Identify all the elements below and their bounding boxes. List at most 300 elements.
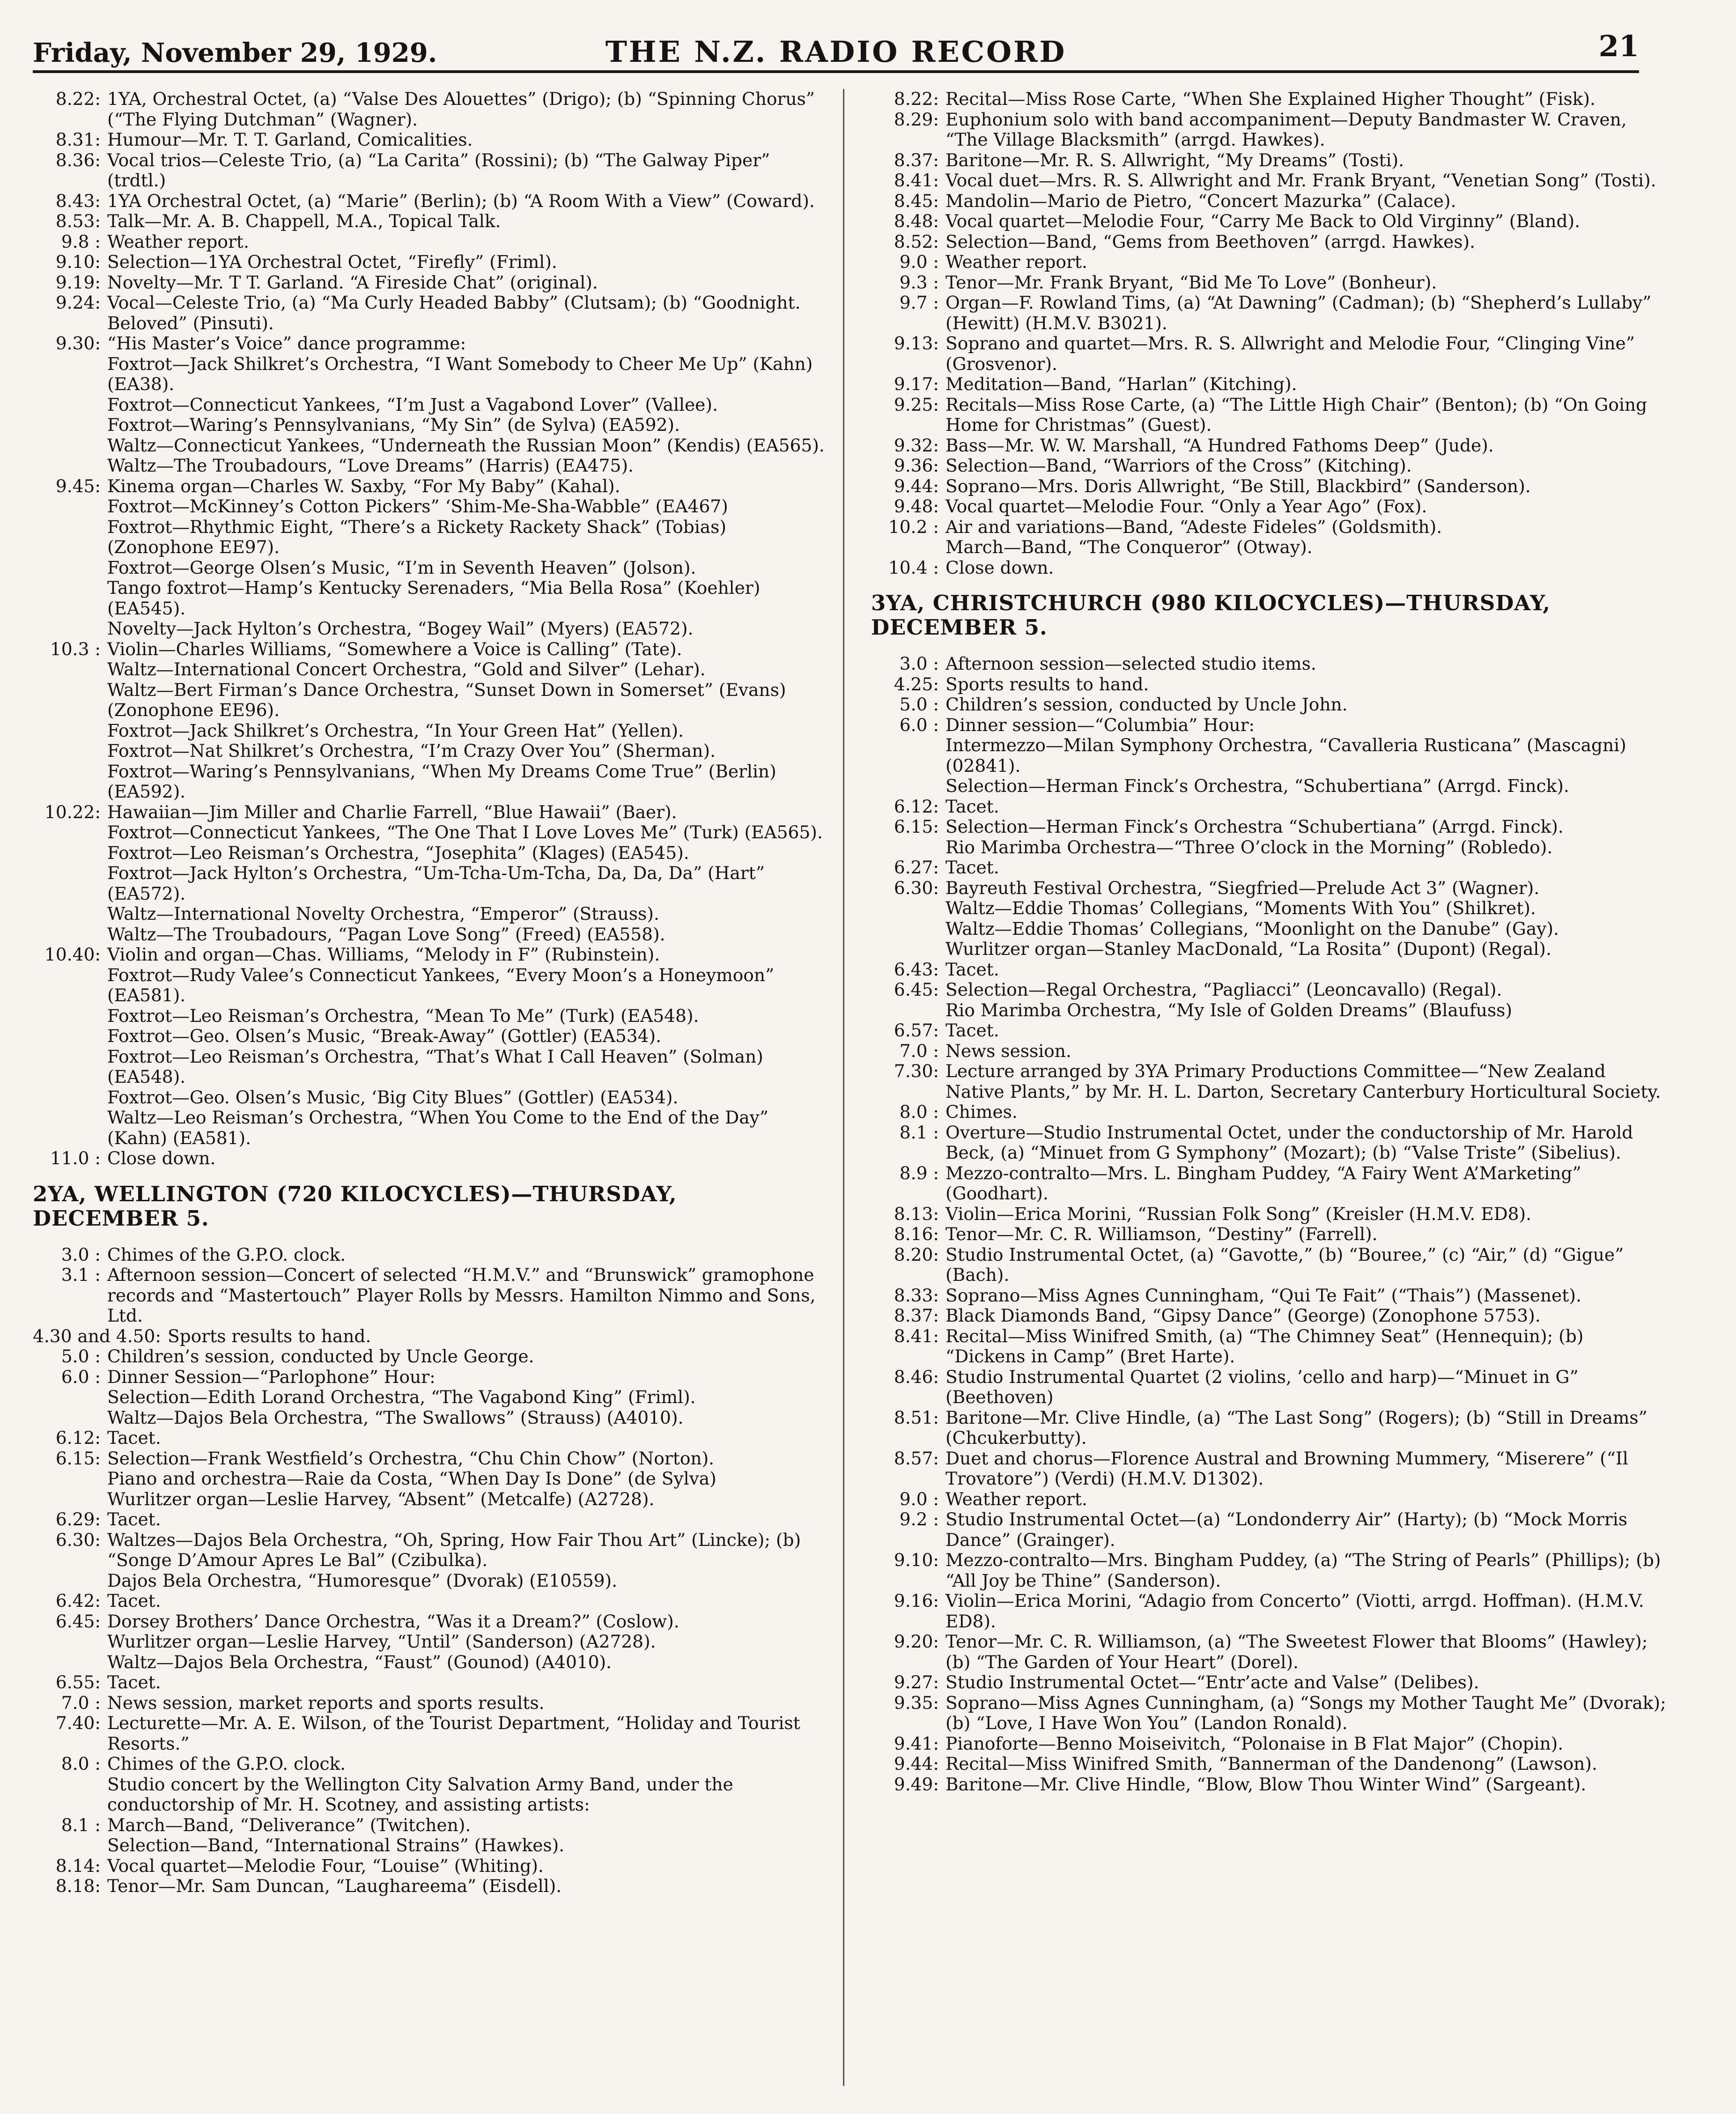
entry-time: 6.55: bbox=[55, 1672, 101, 1693]
entry-time: 3.1 : bbox=[61, 1264, 101, 1285]
programme-entry bbox=[871, 170, 1667, 191]
programme-entry bbox=[33, 924, 829, 945]
entry-description: Bayreuth Festival Orchestra, “Siegfried—Prelude Act 3” (Wagner). bbox=[946, 877, 1540, 898]
programme-entry bbox=[33, 639, 829, 660]
entry-time: 9.13: bbox=[894, 333, 939, 354]
programme-entry bbox=[33, 822, 829, 843]
entry-time: 5.0 : bbox=[61, 1346, 101, 1367]
programme-entry bbox=[871, 232, 1667, 252]
programme-entry bbox=[871, 395, 1667, 436]
programme-entry bbox=[871, 980, 1667, 1000]
entry-description: Baritone—Mr. Clive Hindle, “Blow, Blow Thou Winter Wind” (Sargeant). bbox=[946, 1774, 1587, 1795]
entry-time: 5.0 : bbox=[899, 694, 939, 715]
entry-description: “His Master’s Voice” dance programme: bbox=[107, 333, 466, 354]
programme-entry bbox=[871, 654, 1667, 674]
programme-entry bbox=[33, 1449, 829, 1469]
entry-description: Waltz—The Troubadours, “Pagan Love Song” (Freed) (EA558). bbox=[107, 924, 665, 945]
programme-entry bbox=[871, 374, 1667, 395]
entry-time: 8.22: bbox=[55, 89, 101, 109]
programme-entry bbox=[33, 1346, 829, 1367]
entry-description: March—Band, “The Conqueror” (Otway). bbox=[946, 537, 1313, 557]
entry-description: Novelty—Jack Hylton’s Orchestra, “Bogey Wail” (Myers) (EA572). bbox=[107, 618, 694, 639]
entry-time: 6.45: bbox=[55, 1611, 101, 1632]
programme-entry bbox=[871, 558, 1667, 578]
programme-entry bbox=[871, 857, 1667, 878]
entry-time: 9.36: bbox=[894, 455, 939, 476]
entry-description: Mezzo-contralto—Mrs. Bingham Puddey, (a) “The String of Pearls” (Phillips); (b) “All Joy be Thine” (Sanderson). bbox=[946, 1550, 1661, 1591]
entry-time: 6.12: bbox=[55, 1427, 101, 1448]
entry-description: Novelty—Mr. T T. Garland. “A Fireside Chat” (original). bbox=[107, 272, 598, 293]
programme-entry bbox=[33, 619, 829, 639]
entry-time: 10.3 : bbox=[50, 638, 101, 659]
programme-entry bbox=[33, 1367, 829, 1388]
entry-description: Pianoforte—Benno Moiseivitch, “Polonaise in B Flat Major” (Chopin). bbox=[946, 1733, 1564, 1754]
entry-time: 6.12: bbox=[894, 796, 939, 817]
programme-entry bbox=[871, 252, 1667, 273]
programme-entry bbox=[33, 1387, 829, 1408]
programme-entry bbox=[871, 1591, 1667, 1632]
entry-description: Studio Instrumental Quartet (2 violins, ’cello and harp)—“Minuet in G” (Beethoven) bbox=[946, 1366, 1579, 1407]
entry-time: 9.44: bbox=[894, 1753, 939, 1774]
entry-description: Soprano—Miss Agnes Cunningham, (a) “Songs my Mother Taught Me” (Dvorak); (b) “Love, I Have Won You” (Landon Ronald). bbox=[946, 1692, 1666, 1733]
entry-time: 9.41: bbox=[894, 1733, 939, 1754]
programme-entry bbox=[871, 293, 1667, 333]
entry-time: 6.0 : bbox=[899, 714, 939, 735]
entry-time: 10.22: bbox=[44, 801, 101, 822]
programme-entry bbox=[871, 939, 1667, 960]
programme-entry bbox=[33, 293, 829, 333]
entry-time: 8.33: bbox=[894, 1285, 939, 1306]
programme-entry bbox=[871, 1041, 1667, 1062]
programme-entry bbox=[871, 476, 1667, 497]
entry-description: Dorsey Brothers’ Dance Orchestra, “Was it a Dream?” (Coslow). bbox=[107, 1611, 680, 1632]
entry-description: Organ—F. Rowland Tims, (a) “At Dawning” (Cadman); (b) “Shepherd’s Lullaby” (Hewitt) (H.M.V. B3021). bbox=[946, 292, 1652, 333]
entry-description: Tenor—Mr. Sam Duncan, “Laughareema” (Eisdell). bbox=[107, 1876, 562, 1896]
entry-time: 9.20: bbox=[894, 1631, 939, 1652]
programme-entry bbox=[871, 1020, 1667, 1041]
entry-time: 3.0 : bbox=[61, 1244, 101, 1265]
programme-entry bbox=[871, 960, 1667, 980]
entry-time: 8.1 : bbox=[61, 1814, 101, 1835]
entry-description: Lecture arranged by 3YA Primary Productions Committee—“New Zealand Native Plants,” by Mr. H. L. Darton, Secretary Canterbury Horticultural Society. bbox=[946, 1061, 1661, 1102]
programme-entry bbox=[33, 1428, 829, 1449]
programme-entry bbox=[871, 1408, 1667, 1449]
programme-entry bbox=[871, 456, 1667, 476]
entry-description: Intermezzo—Milan Symphony Orchestra, “Cavalleria Rusticana” (Mascagni) (02841). bbox=[946, 735, 1626, 776]
entry-description: Vocal—Celeste Trio, (a) “Ma Curly Headed Babby” (Clutsam); (b) “Goodnight. Beloved” (Pinsuti). bbox=[107, 292, 801, 333]
programme-entry bbox=[33, 1815, 829, 1836]
programme-entry bbox=[33, 965, 829, 1006]
entry-description: Foxtrot—Nat Shilkret’s Orchestra, “I’m Crazy Over You” (Sherman). bbox=[107, 740, 716, 761]
entry-description: Foxtrot—Connecticut Yankees, “I’m Just a Vagabond Lover” (Vallee). bbox=[107, 394, 718, 415]
entry-description: Selection—Herman Finck’s Orchestra, “Schubertiana” (Arrgd. Finck). bbox=[946, 776, 1569, 796]
entry-description: Humour—Mr. T. T. Garland, Comicalities. bbox=[107, 129, 473, 150]
programme-entry bbox=[871, 517, 1667, 538]
entry-description: Foxtrot—Jack Shilkret’s Orchestra, “I Want Somebody to Cheer Me Up” (Kahn) (EA38). bbox=[107, 353, 813, 394]
programme-entry bbox=[33, 1693, 829, 1714]
entry-time: 6.0 : bbox=[61, 1366, 101, 1387]
entry-time: 8.16: bbox=[894, 1224, 939, 1244]
programme-entry bbox=[33, 1006, 829, 1027]
programme-entry bbox=[33, 863, 829, 904]
entry-description: Meditation—Band, “Harlan” (Kitching). bbox=[946, 374, 1297, 394]
entry-time: 4.30 and 4.50: bbox=[33, 1325, 161, 1346]
section-heading-2ya: 2YA, WELLINGTON (720 KILOCYCLES)—THURSDAY, DECEMBER 5. bbox=[33, 1181, 677, 1231]
entry-time: 8.13: bbox=[894, 1203, 939, 1224]
entry-description: Children’s session, conducted by Uncle George. bbox=[107, 1346, 534, 1367]
entry-time: 9.44: bbox=[894, 475, 939, 496]
entry-description: Waltz—Connecticut Yankees, “Underneath the Russian Moon” (Kendis) (EA565). bbox=[107, 435, 825, 456]
entry-time: 10.4 : bbox=[888, 557, 939, 578]
programme-entry bbox=[871, 110, 1667, 150]
entry-time: 8.36: bbox=[55, 149, 101, 170]
programme-entry bbox=[33, 1026, 829, 1047]
programme-entry bbox=[33, 1326, 829, 1347]
entry-description: Recital—Miss Rose Carte, “When She Explained Higher Thought” (Fisk). bbox=[946, 89, 1596, 109]
entry-description: Vocal trios—Celeste Trio, (a) “La Carita” (Rossini); (b) “The Galway Piper” (trdtl.) bbox=[107, 149, 770, 191]
entry-time: 8.18: bbox=[55, 1876, 101, 1896]
programme-entry bbox=[33, 1509, 829, 1530]
entry-time: 9.8 : bbox=[61, 231, 101, 252]
entry-description: Close down. bbox=[107, 1148, 216, 1168]
programme-entry bbox=[871, 1326, 1667, 1367]
entry-description: Tenor—Mr. C. R. Williamson, (a) “The Sweetest Flower that Blooms” (Hawley); (b) “The Garden of Your Heart” (Dorel). bbox=[946, 1631, 1648, 1672]
page-header bbox=[33, 19, 1639, 73]
entry-description: Black Diamonds Band, “Gipsy Dance” (George) (Zonophone 5753). bbox=[946, 1305, 1541, 1326]
entry-time: 8.57: bbox=[894, 1448, 939, 1469]
programme-entry bbox=[33, 721, 829, 741]
entry-description: Studio Instrumental Octet—“Entr’acte and Valse” (Delibes). bbox=[946, 1672, 1479, 1693]
programme-entry bbox=[33, 130, 829, 150]
entry-time: 9.19: bbox=[55, 272, 101, 293]
entry-description: Vocal duet—Mrs. R. S. Allwright and Mr. Frank Bryant, “Venetian Song” (Tosti). bbox=[946, 170, 1656, 191]
entry-description: Recitals—Miss Rose Carte, (a) “The Little High Chair” (Benton); (b) “On Going Home for Christmas” (Guest). bbox=[946, 394, 1647, 435]
entry-description: Dinner Session—“Parlophone” Hour: bbox=[107, 1366, 436, 1387]
entry-description: Weather report. bbox=[946, 251, 1087, 272]
entry-description: Waltz—Bert Firman’s Dance Orchestra, “Sunset Down in Somerset” (Evans) (Zonophone EE96). bbox=[107, 679, 786, 720]
entry-description: Selection—Band, “Gems from Beethoven” (arrgd. Hawkes). bbox=[946, 231, 1476, 252]
entry-description: Tango foxtrot—Hamp’s Kentucky Serenaders, “Mia Bella Rosa” (Koehler) (EA545). bbox=[107, 577, 761, 619]
entry-description: Kinema organ—Charles W. Saxby, “For My Baby” (Kahal). bbox=[107, 475, 621, 496]
entry-description: Selection—Herman Finck’s Orchestra “Schubertiana” (Arrgd. Finck). bbox=[946, 816, 1564, 837]
entry-time: 7.30: bbox=[894, 1061, 939, 1081]
entry-description: Baritone—Mr. Clive Hindle, (a) “The Last Song” (Rogers); (b) “Still in Dreams” (Chcukerbutty). bbox=[946, 1407, 1647, 1448]
entry-description: Foxtrot—Leo Reisman’s Orchestra, “Mean To Me” (Turk) (EA548). bbox=[107, 1005, 699, 1026]
entry-description: Soprano—Miss Agnes Cunningham, “Qui Te Fait” (“Thais”) (Massenet). bbox=[946, 1285, 1581, 1306]
programme-entry bbox=[871, 1632, 1667, 1672]
entry-time: 6.15: bbox=[894, 816, 939, 837]
entry-time: 10.40: bbox=[44, 944, 101, 965]
entry-description: Vocal quartet—Melodie Four, “Louise” (Whiting). bbox=[107, 1855, 544, 1876]
entry-description: Tacet. bbox=[946, 959, 999, 980]
programme-entry bbox=[33, 1774, 829, 1815]
entry-time: 7.0 : bbox=[61, 1692, 101, 1713]
entry-time: 8.52: bbox=[894, 231, 939, 252]
programme-entry bbox=[33, 333, 829, 354]
entry-description: Foxtrot—Waring’s Pennsylvanians, “When My Dreams Come True” (Berlin) (EA592). bbox=[107, 761, 776, 802]
programme-entry bbox=[871, 537, 1667, 558]
entry-time: 6.29: bbox=[55, 1509, 101, 1530]
programme-entry bbox=[871, 1061, 1667, 1102]
programme-entry bbox=[33, 741, 829, 761]
entry-time: 9.27: bbox=[894, 1672, 939, 1693]
entry-time: 9.35: bbox=[894, 1692, 939, 1713]
entry-description: Afternoon session—selected studio items. bbox=[946, 653, 1316, 674]
programme-entry bbox=[33, 496, 829, 517]
entry-description: Vocal quartet—Melodie Four. “Only a Year Ago” (Fox). bbox=[946, 496, 1427, 517]
entry-description: Waltz—International Novelty Orchestra, “Emperor” (Strauss). bbox=[107, 903, 659, 924]
entry-description: Waltz—Leo Reisman’s Orchestra, “When You Come to the End of the Day” (Kahn) (EA581). bbox=[107, 1107, 768, 1148]
entry-description: Lecturette—Mr. A. E. Wilson, of the Tourist Department, “Holiday and Tourist Resorts.” bbox=[107, 1713, 800, 1754]
entry-description: Violin—Erica Morini, “Adagio from Concerto” (Viotti, arrgd. Hoffman). (H.M.V. ED8). bbox=[946, 1590, 1644, 1632]
programme-entry bbox=[33, 1408, 829, 1428]
programme-entry bbox=[871, 1449, 1667, 1489]
programme-entry bbox=[871, 1102, 1667, 1123]
programme-entry bbox=[33, 1148, 829, 1169]
entry-time: 9.7 : bbox=[899, 292, 939, 313]
programme-entry bbox=[871, 674, 1667, 695]
entry-time: 6.45: bbox=[894, 979, 939, 1000]
entry-time: 8.29: bbox=[894, 109, 939, 130]
entry-time: 8.31: bbox=[55, 129, 101, 150]
programme-entry bbox=[871, 436, 1667, 456]
programme-entry bbox=[33, 761, 829, 802]
entry-time: 8.45: bbox=[894, 190, 939, 211]
entry-time: 8.14: bbox=[55, 1855, 101, 1876]
entry-description: Selection—1YA Orchestral Octet, “Firefly” (Friml). bbox=[107, 251, 557, 272]
entry-time: 7.0 : bbox=[899, 1040, 939, 1061]
entry-description: Studio Instrumental Octet—(a) “Londonderry Air” (Harty); (b) “Mock Morris Dance” (Grainger). bbox=[946, 1509, 1627, 1550]
entry-description: Sports results to hand. bbox=[167, 1325, 371, 1346]
programme-entry bbox=[871, 273, 1667, 293]
programme-entry bbox=[871, 1734, 1667, 1754]
entry-description: Weather report. bbox=[107, 231, 249, 252]
entry-description: Foxtrot—Geo. Olsen’s Music, ‘Big City Blues” (Gottler) (EA534). bbox=[107, 1087, 679, 1108]
entry-description: Air and variations—Band, “Adeste Fideles” (Goldsmith). bbox=[946, 516, 1442, 537]
programme-entry bbox=[33, 517, 829, 558]
programme-entry bbox=[871, 776, 1667, 797]
page-number: 21 bbox=[1598, 29, 1639, 63]
entry-description: Foxtrot—Rhythmic Eight, “There’s a Rickety Rackety Shack” (Tobias) (Zonophone EE97). bbox=[107, 516, 726, 557]
programme-entry bbox=[33, 1265, 829, 1326]
programme-entry bbox=[871, 1693, 1667, 1734]
entry-time: 8.53: bbox=[55, 211, 101, 231]
entry-description: Foxtrot—McKinney’s Cotton Pickers” ‘Shim-Me-Sha-Wabble” (EA467) bbox=[107, 496, 728, 517]
entry-description: Weather report. bbox=[946, 1488, 1087, 1509]
programme-entry bbox=[871, 1754, 1667, 1774]
programme-entry bbox=[33, 1876, 829, 1897]
entry-description: Violin—Charles Williams, “Somewhere a Voice is Calling” (Tate). bbox=[107, 638, 682, 659]
entry-description: Soprano—Mrs. Doris Allwright, “Be Still, Blackbird” (Sanderson). bbox=[946, 475, 1531, 496]
entry-time: 9.24: bbox=[55, 292, 101, 313]
2ya-programme-continued bbox=[871, 89, 1667, 578]
entry-time: 8.20: bbox=[894, 1244, 939, 1265]
entry-description: Chimes of the G.P.O. clock. bbox=[107, 1753, 346, 1774]
entry-description: Mandolin—Mario de Pietro, “Concert Mazurka” (Calace). bbox=[946, 190, 1456, 211]
entry-time: 9.2 : bbox=[899, 1509, 939, 1530]
programme-entry bbox=[33, 578, 829, 619]
entry-description: Vocal quartet—Melodie Four, “Carry Me Back to Old Virginny” (Bland). bbox=[946, 211, 1581, 231]
entry-time: 8.9 : bbox=[899, 1162, 939, 1183]
programme-entry bbox=[33, 802, 829, 823]
programme-entry bbox=[33, 456, 829, 476]
entry-description: Waltz—Dajos Bela Orchestra, “Faust” (Gounod) (A4010). bbox=[107, 1651, 612, 1672]
entry-description: Selection—Band, “Warriors of the Cross” (Kitching). bbox=[946, 455, 1412, 476]
programme-entry bbox=[871, 333, 1667, 374]
programme-entry bbox=[33, 1108, 829, 1148]
entry-description: Soprano and quartet—Mrs. R. S. Allwright and Melodie Four, “Clinging Vine” (Grosvenor). bbox=[946, 333, 1635, 374]
entry-time: 9.17: bbox=[894, 374, 939, 394]
entry-description: Tenor—Mr. Frank Bryant, “Bid Me To Love” (Bonheur). bbox=[946, 272, 1437, 293]
programme-entry bbox=[33, 476, 829, 497]
programme-entry bbox=[33, 273, 829, 293]
entry-time: 9.48: bbox=[894, 496, 939, 517]
programme-entry bbox=[871, 797, 1667, 817]
entry-description: Tacet. bbox=[107, 1509, 161, 1530]
entry-time: 9.49: bbox=[894, 1774, 939, 1795]
entry-description: Selection—Regal Orchestra, “Pagliacci” (Leoncavallo) (Regal). bbox=[946, 979, 1502, 1000]
entry-time: 9.25: bbox=[894, 394, 939, 415]
1ya-programme-continued bbox=[33, 89, 829, 1169]
programme-entry bbox=[33, 1754, 829, 1774]
entry-description: Rio Marimba Orchestra, “My Isle of Golden Dreams” (Blaufuss) bbox=[946, 999, 1512, 1020]
entry-description: Children’s session, conducted by Uncle John. bbox=[946, 694, 1348, 715]
entry-description: Waltz—Eddie Thomas’ Collegians, “Moments With You” (Shilkret). bbox=[946, 898, 1536, 918]
programme-entry bbox=[33, 150, 829, 191]
entry-description: Rio Marimba Orchestra—“Three O’clock in the Morning” (Robledo). bbox=[946, 836, 1553, 857]
entry-description: Tacet. bbox=[946, 857, 999, 878]
right-column bbox=[871, 89, 1667, 2091]
entry-description: Baritone—Mr. R. S. Allwright, “My Dreams” (Tosti). bbox=[946, 149, 1404, 170]
entry-time: 8.0 : bbox=[61, 1753, 101, 1774]
entry-description: Tacet. bbox=[946, 796, 999, 817]
entry-time: 8.51: bbox=[894, 1407, 939, 1428]
left-column bbox=[33, 89, 829, 2091]
entry-time: 9.32: bbox=[894, 435, 939, 456]
entry-description: Overture—Studio Instrumental Octet, under the conductorship of Mr. Harold Beck, (a) “Minuet from G Symphony” (Mozart); (b) “Valse Triste” (Sibelius). bbox=[946, 1122, 1633, 1163]
entry-description: Tacet. bbox=[107, 1590, 161, 1611]
entry-time: 8.41: bbox=[894, 1325, 939, 1346]
entry-time: 8.41: bbox=[894, 170, 939, 191]
programme-entry bbox=[33, 1489, 829, 1510]
programme-entry bbox=[871, 496, 1667, 517]
entry-time: 6.27: bbox=[894, 857, 939, 878]
entry-description: Dajos Bela Orchestra, “Humoresque” (Dvorak) (E10559). bbox=[107, 1570, 618, 1591]
entry-description: Recital—Miss Winifred Smith, “Bannerman of the Dandenong” (Lawson). bbox=[946, 1753, 1597, 1774]
column-divider bbox=[843, 89, 844, 2086]
entry-description: Tenor—Mr. C. R. Williamson, “Destiny” (Farrell). bbox=[946, 1224, 1378, 1244]
entry-description: Foxtrot—Geo. Olsen’s Music, “Break-Away” (Gottler) (EA534). bbox=[107, 1026, 662, 1046]
2ya-programme bbox=[33, 1245, 829, 1897]
section-heading-3ya: 3YA, CHRISTCHURCH (980 KILOCYCLES)—THURSDAY, DECEMBER 5. bbox=[871, 591, 1551, 640]
entry-description: Recital—Miss Winifred Smith, (a) “The Chimney Seat” (Hennequin); (b) “Dickens in Camp” (Bret Harte). bbox=[946, 1325, 1584, 1367]
programme-entry bbox=[33, 1713, 829, 1754]
programme-entry bbox=[871, 1245, 1667, 1286]
entry-description: Dinner session—“Columbia” Hour: bbox=[946, 714, 1255, 735]
entry-description: Wurlitzer organ—Stanley MacDonald, “La Rosita” (Dupont) (Regal). bbox=[946, 939, 1551, 959]
entry-time: 8.37: bbox=[894, 149, 939, 170]
programme-entry bbox=[33, 1632, 829, 1652]
entry-time: 8.22: bbox=[894, 89, 939, 109]
programme-entry bbox=[33, 1672, 829, 1693]
entry-description: Foxtrot—Jack Hylton’s Orchestra, “Um-Tcha-Um-Tcha, Da, Da, Da” (Hart” (EA572). bbox=[107, 863, 765, 904]
programme-entry bbox=[33, 1571, 829, 1591]
programme-entry bbox=[33, 945, 829, 965]
programme-entry bbox=[871, 89, 1667, 110]
entry-description: Selection—Edith Lorand Orchestra, “The Vagabond King” (Friml). bbox=[107, 1387, 696, 1407]
programme-entry bbox=[33, 680, 829, 721]
entry-time: 8.0 : bbox=[899, 1101, 939, 1122]
programme-entry bbox=[871, 211, 1667, 232]
entry-time: 9.10: bbox=[55, 251, 101, 272]
programme-entry bbox=[33, 1611, 829, 1632]
entry-description: Tacet. bbox=[946, 1020, 999, 1041]
entry-description: Bass—Mr. W. W. Marshall, “A Hundred Fathoms Deep” (Jude). bbox=[946, 435, 1494, 456]
entry-time: 9.0 : bbox=[899, 251, 939, 272]
entry-description: Foxtrot—Rudy Valee’s Connecticut Yankees, “Every Moon’s a Honeymoon” (EA581). bbox=[107, 964, 775, 1005]
entry-time: 9.0 : bbox=[899, 1488, 939, 1509]
programme-entry bbox=[871, 919, 1667, 939]
entry-description: Waltz—International Concert Orchestra, “Gold and Silver” (Lehar). bbox=[107, 659, 706, 680]
entry-description: Selection—Band, “International Strains” (Hawkes). bbox=[107, 1835, 565, 1855]
entry-description: Selection—Frank Westfield’s Orchestra, “Chu Chin Chow” (Norton). bbox=[107, 1448, 715, 1469]
programme-entry bbox=[871, 735, 1667, 776]
entry-description: Duet and chorus—Florence Austral and Browning Mummery, “Miserere” (“Il Trovatore”) (Verdi) (H.M.V. D1302). bbox=[946, 1448, 1628, 1489]
entry-description: Foxtrot—Waring’s Pennsylvanians, “My Sin” (de Sylva) (EA592). bbox=[107, 414, 680, 435]
entry-time: 6.30: bbox=[55, 1529, 101, 1550]
programme-entry bbox=[871, 1204, 1667, 1225]
entry-description: Violin and organ—Chas. Williams, “Melody in F” (Rubinstein). bbox=[107, 944, 660, 965]
programme-entry bbox=[33, 1856, 829, 1877]
programme-entry bbox=[33, 89, 829, 130]
entry-time: 9.45: bbox=[55, 475, 101, 496]
programme-entry bbox=[33, 436, 829, 456]
entry-description: Foxtrot—Jack Shilkret’s Orchestra, “In Your Green Hat” (Yellen). bbox=[107, 720, 684, 741]
programme-entry bbox=[871, 1774, 1667, 1795]
entry-description: Foxtrot—Connecticut Yankees, “The One That I Love Loves Me” (Turk) (EA565). bbox=[107, 822, 823, 843]
programme-entry bbox=[33, 659, 829, 680]
entry-description: News session, market reports and sports results. bbox=[107, 1692, 545, 1713]
programme-entry bbox=[33, 1652, 829, 1673]
entry-description: Sports results to hand. bbox=[946, 673, 1149, 695]
entry-time: 4.25: bbox=[894, 673, 939, 695]
programme-entry bbox=[871, 1286, 1667, 1306]
entry-description: Euphonium solo with band accompaniment—Deputy Bandmaster W. Craven, “The Village Blacksmith” (arrgd. Hawkes). bbox=[946, 109, 1627, 150]
programme-entry bbox=[871, 1672, 1667, 1693]
programme-entry bbox=[871, 1306, 1667, 1326]
entry-time: 6.42: bbox=[55, 1590, 101, 1611]
entry-description: Foxtrot—George Olsen’s Music, “I’m in Seventh Heaven” (Jolson). bbox=[107, 557, 696, 578]
programme-entry bbox=[871, 1509, 1667, 1550]
entry-time: 9.16: bbox=[894, 1590, 939, 1611]
entry-description: News session. bbox=[946, 1040, 1071, 1061]
entry-description: Wurlitzer organ—Leslie Harvey, “Until” (Sanderson) (A2728). bbox=[107, 1631, 656, 1652]
programme-entry bbox=[33, 1530, 829, 1571]
programme-entry bbox=[33, 1591, 829, 1611]
programme-entry bbox=[871, 1000, 1667, 1021]
entry-time: 8.43: bbox=[55, 190, 101, 211]
programme-entry bbox=[33, 191, 829, 212]
programme-entry bbox=[871, 1367, 1667, 1408]
programme-entry bbox=[33, 1047, 829, 1087]
entry-time: 6.57: bbox=[894, 1020, 939, 1041]
publication-title: THE N.Z. RADIO RECORD bbox=[605, 35, 1067, 69]
entry-description: Waltzes—Dajos Bela Orchestra, “Oh, Spring, How Fair Thou Art” (Lincke); (b) “Songe D’Amour Apres Le Bal” (Czibulka). bbox=[107, 1529, 801, 1570]
programme-entry bbox=[871, 1550, 1667, 1591]
entry-description: Chimes of the G.P.O. clock. bbox=[107, 1244, 346, 1265]
entry-time: 9.3 : bbox=[899, 272, 939, 293]
entry-description: Waltz—Eddie Thomas’ Collegians, “Moonlight on the Danube” (Gay). bbox=[946, 918, 1559, 939]
